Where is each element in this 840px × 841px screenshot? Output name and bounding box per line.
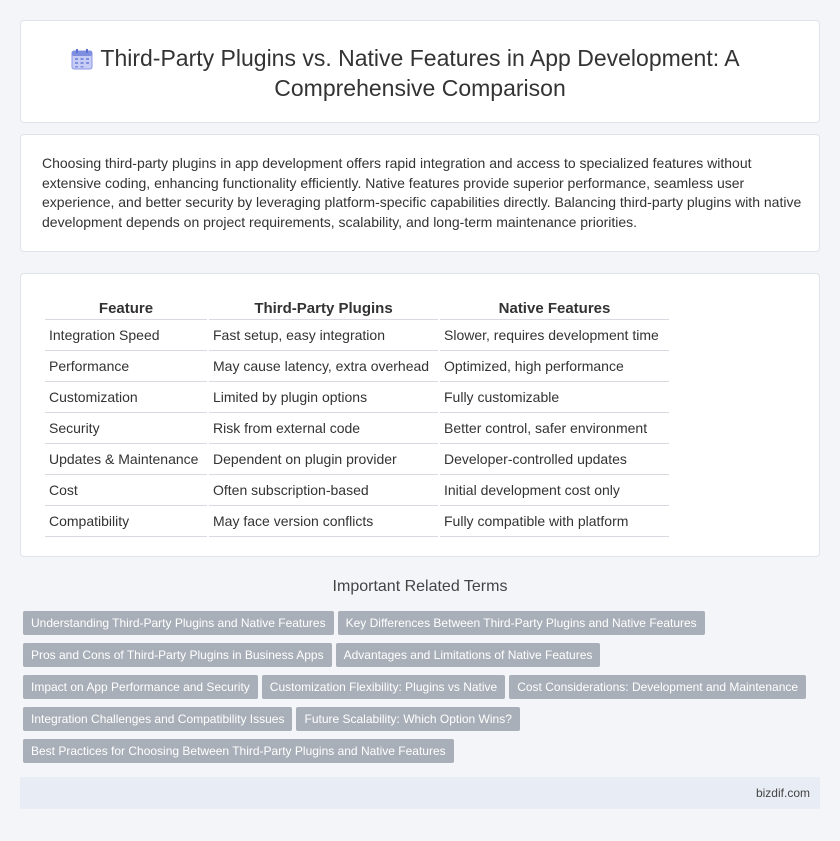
related-term-link[interactable]: Impact on App Performance and Security: [23, 675, 258, 699]
table-cell: Better control, safer environment: [440, 413, 669, 444]
comparison-table: [43, 296, 671, 537]
comparison-card: [20, 273, 820, 557]
tag-row: [23, 643, 823, 675]
table-cell: Cost: [45, 475, 207, 506]
footer: [20, 777, 820, 809]
related-term-link[interactable]: Key Differences Between Third-Party Plugins and Native Features: [338, 611, 705, 635]
header-third-party: Third-Party Plugins: [209, 296, 438, 320]
table-cell: Customization: [45, 382, 207, 413]
table-cell: Fast setup, easy integration: [209, 320, 438, 351]
page-title: Third-Party Plugins vs. Native Features in App Development: A Comprehensive Comparison: [100, 45, 740, 101]
table-row: [45, 351, 669, 382]
tag-row: [23, 611, 823, 643]
footer-brand-link[interactable]: bizdif.com: [755, 786, 810, 800]
related-term-link[interactable]: Cost Considerations: Development and Maintenance: [509, 675, 806, 699]
related-term-link[interactable]: Pros and Cons of Third-Party Plugins in Business Apps: [23, 643, 332, 667]
related-term-link[interactable]: Best Practices for Choosing Between Third-Party Plugins and Native Features: [23, 739, 454, 763]
table-row: [45, 413, 669, 444]
intro-paragraph: Choosing third-party plugins in app development offers rapid integration and access to specialized features without extensive coding, enhancing functionality efficiently. Native features provide superior performance, seamless user experience, and better security by leveraging platform-specific capabilities directly. Balancing third-party plugins with native development depends on project requirements, scalability, and long-term maintenance priorities.: [42, 155, 802, 230]
table-cell: Often subscription-based: [209, 475, 438, 506]
table-cell: Performance: [45, 351, 207, 382]
intro-card: [20, 134, 820, 252]
header-feature: Feature: [45, 296, 207, 320]
related-term-link[interactable]: Understanding Third-Party Plugins and Native Features: [23, 611, 334, 635]
table-cell: Risk from external code: [209, 413, 438, 444]
table-cell: Fully customizable: [440, 382, 669, 413]
table-cell: May cause latency, extra overhead: [209, 351, 438, 382]
table-cell: Fully compatible with platform: [440, 506, 669, 537]
related-term-link[interactable]: Customization Flexibility: Plugins vs Native: [262, 675, 505, 699]
related-term-link[interactable]: Integration Challenges and Compatibility Issues: [23, 707, 292, 731]
title-card: [20, 20, 820, 123]
table-row: [45, 475, 669, 506]
table-row: [45, 506, 669, 537]
header-native: Native Features: [440, 296, 669, 320]
table-row: [45, 320, 669, 351]
table-cell: Optimized, high performance: [440, 351, 669, 382]
related-term-link[interactable]: Advantages and Limitations of Native Features: [336, 643, 601, 667]
table-cell: Limited by plugin options: [209, 382, 438, 413]
table-header-row: [45, 296, 669, 320]
tag-row: [23, 707, 823, 739]
table-cell: Dependent on plugin provider: [209, 444, 438, 475]
table-cell: Compatibility: [45, 506, 207, 537]
table-row: [45, 382, 669, 413]
table-cell: Integration Speed: [45, 320, 207, 351]
table-cell: Developer-controlled updates: [440, 444, 669, 475]
tag-row: [23, 675, 823, 707]
table-row: [45, 444, 669, 475]
table-cell: May face version conflicts: [209, 506, 438, 537]
table-cell: Initial development cost only: [440, 475, 669, 506]
related-terms-list: [23, 611, 823, 771]
related-terms-heading: Important Related Terms: [332, 578, 508, 595]
related-term-link[interactable]: Future Scalability: Which Option Wins?: [296, 707, 519, 731]
table-cell: Slower, requires development time: [440, 320, 669, 351]
tag-row: [23, 739, 823, 771]
table-cell: Updates & Maintenance: [45, 444, 207, 475]
table-cell: Security: [45, 413, 207, 444]
